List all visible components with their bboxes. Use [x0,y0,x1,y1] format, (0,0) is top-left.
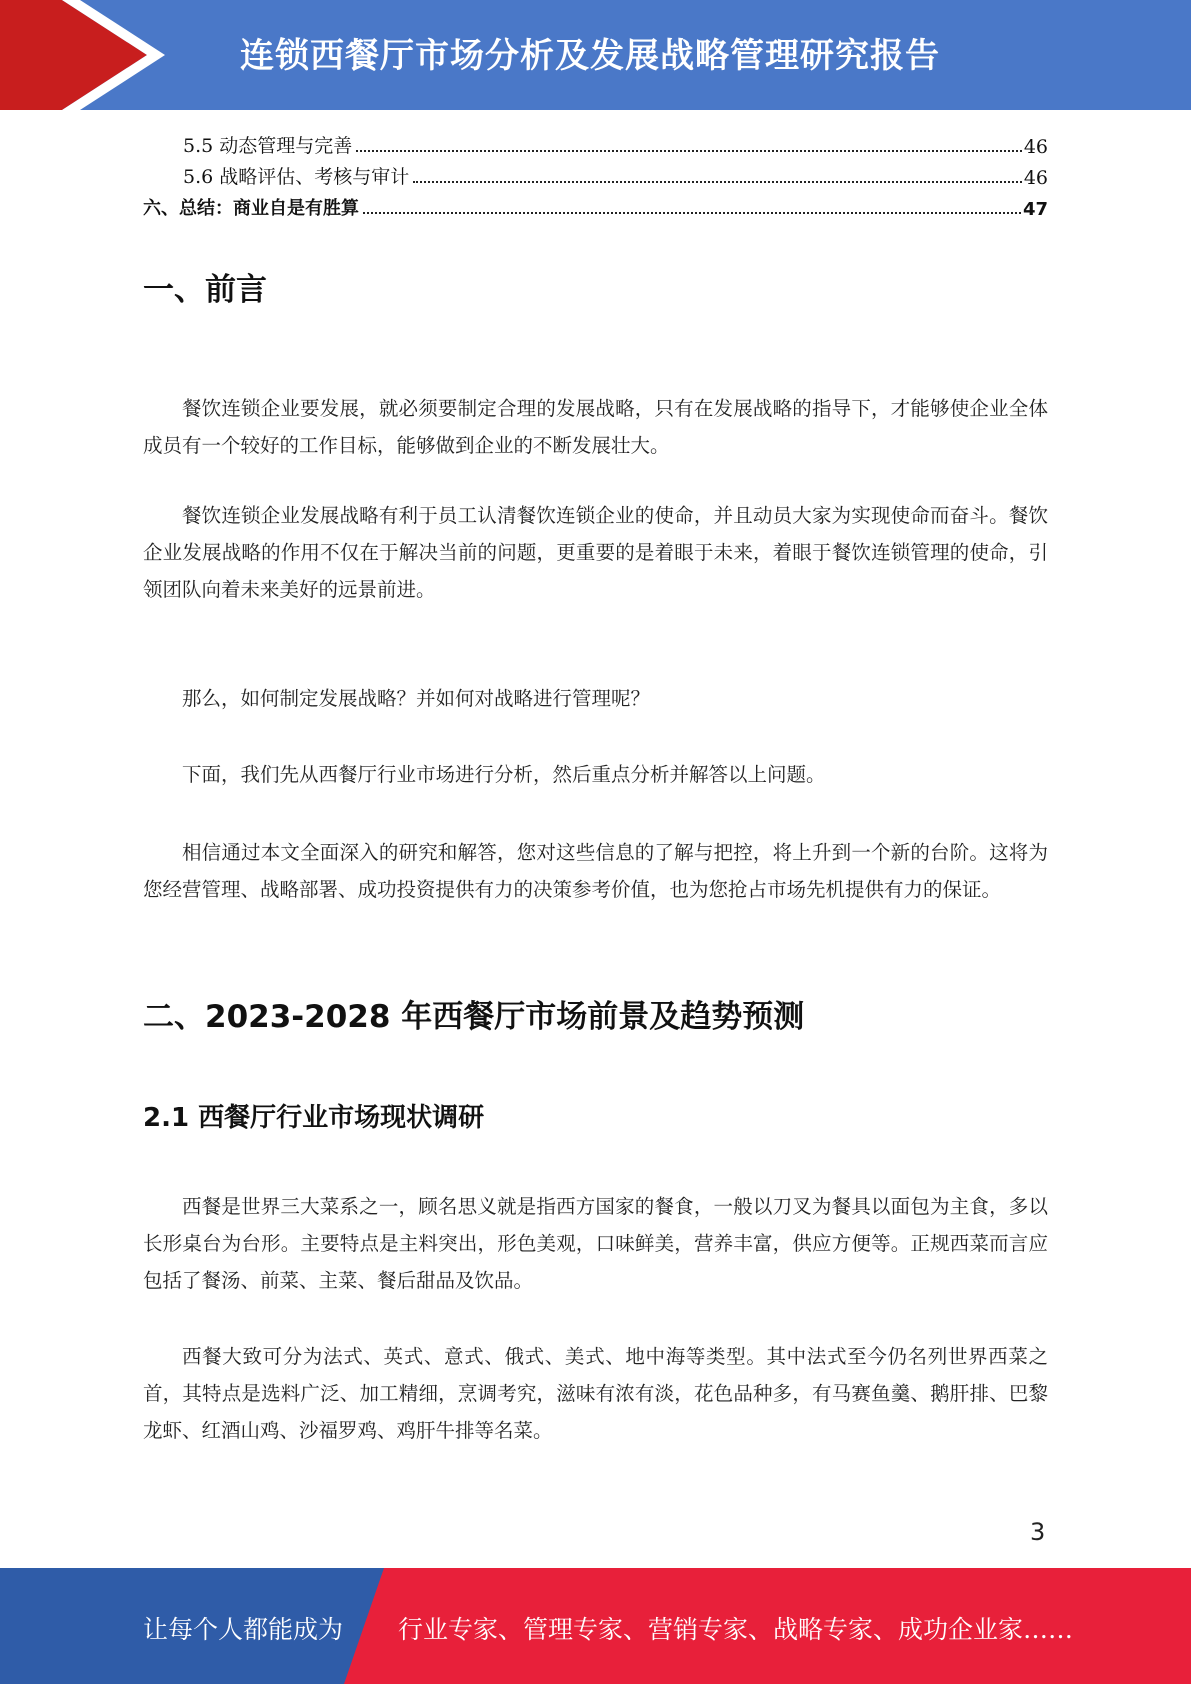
paragraph: 西餐大致可分为法式、英式、意式、俄式、美式、地中海等类型。其中法式至今仍名列世界西菜之首，其特点是选料广泛、加工精细，烹调考究，滋味有浓有淡，花色品种多，有马赛鱼羹、鹅肝排、巴黎龙虾、红酒山鸡、沙福罗鸡、鸡肝牛排等名菜。 [143,1345,1048,1442]
page-number: 3 [1030,1518,1046,1546]
paragraph: 相信通过本文全面深入的研究和解答，您对这些信息的了解与把控，将上升到一个新的台阶。这将为您经营管理、战略部署、成功投资提供有力的决策参考价值，也为您抢占市场先机提供有力的保证。 [143,841,1048,901]
toc-entry-label: 5.6 战略评估、考核与审计 [183,166,410,188]
toc-entry-label: 5.5 动态管理与完善 [183,135,353,157]
toc-leader-dots [356,149,1022,152]
report-title: 连锁西餐厅市场分析及发展战略管理研究报告 [240,36,940,76]
toc-leader-dots [413,180,1022,183]
section-heading-intro: 一、前言 [143,272,267,308]
footer-banner [0,1568,1191,1684]
paragraph: 餐饮连锁企业发展战略有利于员工认清餐饮连锁企业的使命，并且动员大家为实现使命而奋斗。餐饮企业发展战略的作用不仅在于解决当前的问题，更重要的是着眼于未来，着眼于餐饮连锁管理的使命，引领团队向着未来美好的远景前进。 [143,504,1048,601]
subsection-heading-survey: 2.1 西餐厅行业市场现状调研 [143,1103,485,1133]
toc-entry[interactable] [143,159,1048,189]
toc-entry-page: 46 [1023,167,1048,189]
paragraph: 下面，我们先从西餐厅行业市场进行分析，然后重点分析并解答以上问题。 [182,763,826,786]
toc-entry-label: 六、总结：商业自是有胜算 [143,198,359,219]
toc-entry[interactable] [143,128,1048,158]
footer-slogan-left: 让每个人都能成为 [143,1615,344,1644]
paragraph: 西餐是世界三大菜系之一，顾名思义就是指西方国家的餐食，一般以刀叉为餐具以面包为主食，多以长形桌台为台形。主要特点是主料突出，形色美观，口味鲜美，营养丰富，供应方便等。正规西菜而言应包括了餐汤、前菜、主菜、餐后甜品及饮品。 [143,1195,1048,1292]
footer-slogan-right: 行业专家、管理专家、营销专家、战略专家、成功企业家…… [398,1615,1074,1644]
header-banner [0,0,1191,110]
toc-leader-dots [363,211,1021,214]
paragraph: 餐饮连锁企业要发展，就必须要制定合理的发展战略，只有在发展战略的指导下，才能够使企业全体成员有一个较好的工作目标，能够做到企业的不断发展壮大。 [143,397,1048,457]
paragraph: 那么，如何制定发展战略？并如何对战略进行管理呢？ [182,687,651,710]
toc-entry-page: 47 [1022,199,1048,220]
section-heading-forecast: 二、2023-2028 年西餐厅市场前景及趋势预测 [143,999,805,1035]
toc-entry[interactable] [143,190,1048,220]
toc-entry-page: 46 [1023,136,1048,158]
